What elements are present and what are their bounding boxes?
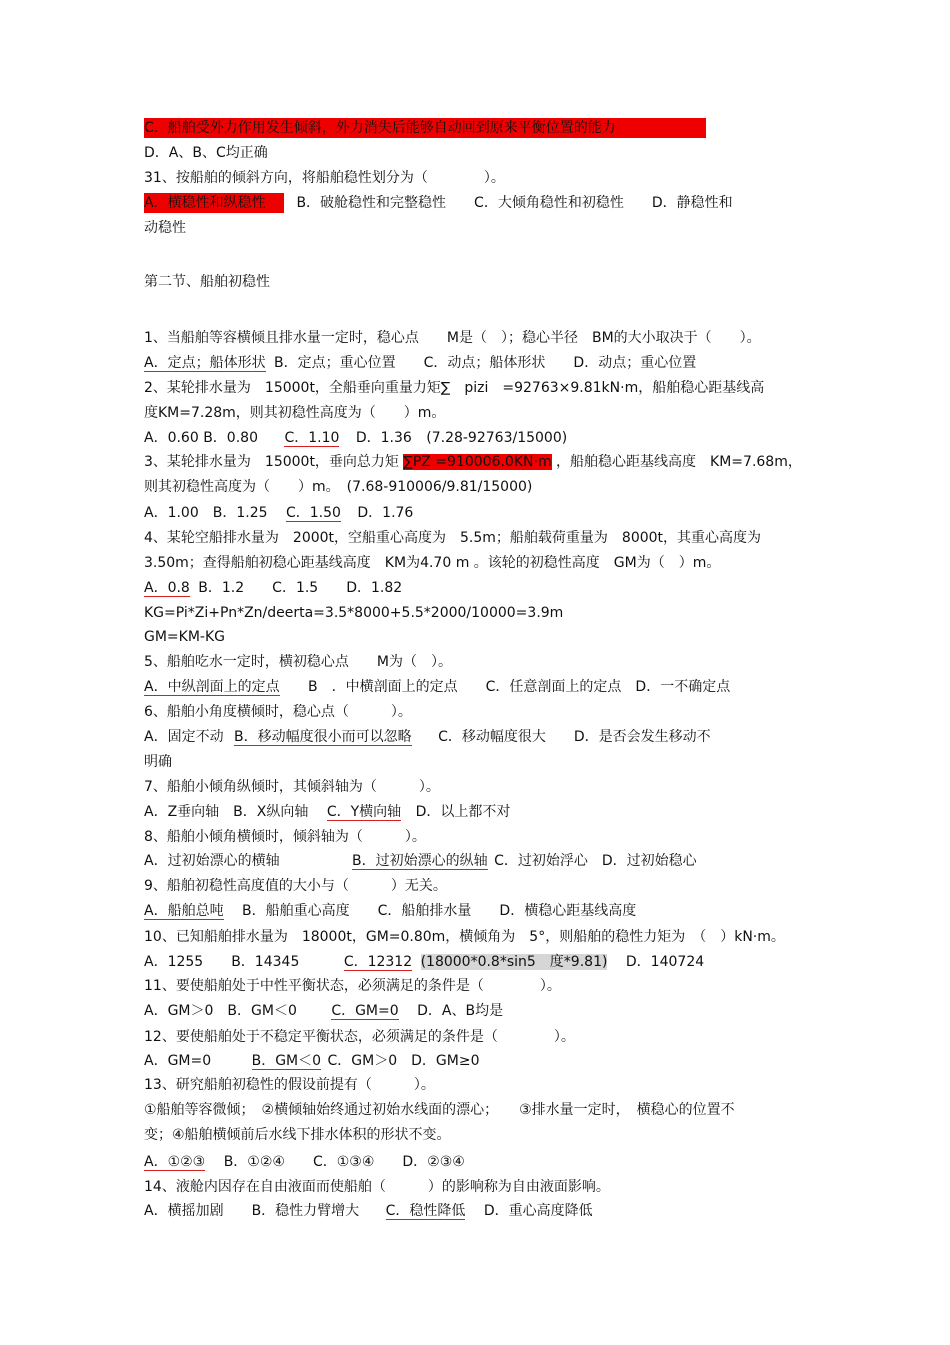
option-c-prev: C．船舶受外力作用发生倾斜，外力消失后能够自动回到原来平衡位置的能力 xyxy=(144,118,706,138)
answer-underline: B．移动幅度很小而可以忽略 xyxy=(234,729,412,745)
answer-underline: C．1.10 xyxy=(284,430,340,446)
question-13-options: A．①②③ B．①②④ C．①③④ D．②③④ xyxy=(144,1154,465,1170)
question-11-stem: 11、要使船舶处于中性平衡状态，必须满足的条件是（ ）。 xyxy=(144,978,561,994)
answer-underline: C．GM=0 xyxy=(331,1003,399,1019)
answer-underline: C．12312 xyxy=(343,954,413,970)
answer-underline: C．稳性降低 xyxy=(385,1203,466,1219)
question-5-stem: 5、船舶吃水一定时，横初稳心点 M为（ ）。 xyxy=(144,654,452,670)
question-2-stem: 2、某轮排水量为 15000t，全船垂向重量力矩∑ pizi =92763×9.81kN·m，船舶稳心距基线高 xyxy=(144,380,765,396)
question-9-options: A．船舶总吨 B．船舶重心高度 C．船舶排水量 D．横稳心距基线高度 xyxy=(144,903,637,919)
question-7-stem: 7、船舶小倾角纵倾时，其倾斜轴为（ ）。 xyxy=(144,779,440,795)
question-4-options: A．0.8 B．1.2 C．1.5 D．1.82 xyxy=(144,580,403,596)
answer-highlight: A．横稳性和纵稳性 xyxy=(144,193,284,213)
answer-underline: A．中纵剖面上的定点 xyxy=(144,679,280,695)
question-14-stem: 14、液舱内因存在自由液面而使船舶（ ）的影响称为自由液面影响。 xyxy=(144,1179,610,1195)
question-31-continuation: 动稳性 xyxy=(144,220,186,236)
question-5-options: A．中纵剖面上的定点 B ．中横剖面上的定点 C．任意剖面上的定点 D．一不确定点 xyxy=(144,679,731,695)
question-10-stem: 10、已知船舶排水量为 18000t，GM=0.80m，横倾角为 5°，则船舶的稳性力矩为 （ ）kN·m。 xyxy=(144,929,785,945)
calculation-note: (7.28-92763/15000) xyxy=(426,430,568,446)
question-3-stem: 3、某轮排水量为 15000t，垂向总力矩 ∑PZ =910006.0KN·m ，船舶稳心距基线高度 KM=7.68m， xyxy=(144,454,802,470)
question-13-assumptions-cont: 变；④船舶横倾前后水线下排水体积的形状不变。 xyxy=(144,1127,451,1143)
question-3-continuation: 则其初稳性高度为（ ）m。 (7.68-910006/9.81/15000) xyxy=(144,479,533,495)
question-31-options: A．横稳性和纵稳性 B．破舱稳性和完整稳性 C．大倾角稳性和初稳性 D．静稳性和 xyxy=(144,195,733,211)
answer-underline: B．GM＜0 xyxy=(251,1053,322,1069)
question-31-stem: 31、按船舶的倾斜方向，将船舶稳性划分为（ ）。 xyxy=(144,170,505,186)
question-2-options: A．0.60 B．0.80 C．1.10 D．1.36 (7.28-92763/15000) xyxy=(144,430,568,446)
question-11-options: A．GM＞0 B．GM＜0 C．GM=0 D．A、B均是 xyxy=(144,1003,504,1019)
question-4-stem: 4、某轮空船排水量为 2000t，空船重心高度为 5.5m；船舶载荷重量为 8000t，其重心高度为 xyxy=(144,530,762,546)
question-13-assumptions: ①船舶等容微倾； ②横倾轴始终通过初始水线面的漂心； ③排水量一定时， 横稳心的位置不 xyxy=(144,1102,735,1118)
answer-underline: C．1.50 xyxy=(285,505,341,521)
formula-kg: KG=Pi*Zi+Pn*Zn/deerta=3.5*8000+5.5*2000/10000=3.9m xyxy=(144,605,564,621)
question-9-stem: 9、船舶初稳性高度值的大小与（ ）无关。 xyxy=(144,878,447,894)
section-heading: 第二节、船舶初稳性 xyxy=(144,274,270,290)
question-12-stem: 12、要使船舶处于不稳定平衡状态，必须满足的条件是（ ）。 xyxy=(144,1029,575,1045)
option-d-prev: D．A、B、C均正确 xyxy=(144,145,268,161)
question-12-options: A．GM=0 B．GM＜0 C．GM＞0 D．GM≥0 xyxy=(144,1053,480,1069)
question-1-options: A．定点；船体形状 B．定点；重心位置 C．动点；船体形状 D．动点；重心位置 xyxy=(144,355,697,371)
question-1-stem: 1、当船舶等容横倾且排水量一定时，稳心点 M是（ ）；稳心半径 BM的大小取决于（ ）。 xyxy=(144,330,761,346)
question-7-options: A．Z垂向轴 B．X纵向轴 C．Y横向轴 D．以上都不对 xyxy=(144,804,511,820)
calculation-note: (18000*0.8*sin5 度*9.81) xyxy=(420,954,608,970)
question-13-stem: 13、研究船舶初稳性的假设前提有（ ）。 xyxy=(144,1077,435,1093)
question-8-options: A．过初始漂心的横轴 B．过初始漂心的纵轴 C．过初始浮心 D．过初始稳心 xyxy=(144,853,697,869)
answer-underline: A．定点；船体形状 xyxy=(144,355,266,371)
formula-gm: GM=KM-KG xyxy=(144,629,225,645)
question-14-options: A．横摇加剧 B．稳性力臂增大 C．稳性降低 D．重心高度降低 xyxy=(144,1203,593,1219)
answer-underline: A．①②③ xyxy=(144,1154,206,1170)
question-2-continuation: 度KM=7.28m，则其初稳性高度为（ ）m。 xyxy=(144,405,446,421)
question-6-options: A．固定不动 B．移动幅度很小而可以忽略 C．移动幅度很大 D．是否会发生移动不 xyxy=(144,729,711,745)
question-6-continuation: 明确 xyxy=(144,754,172,770)
question-8-stem: 8、船舶小倾角横倾时，倾斜轴为（ ）。 xyxy=(144,829,426,845)
answer-underline: B．过初始漂心的纵轴 xyxy=(352,853,488,869)
answer-highlight: ∑PZ =910006.0KN·m xyxy=(403,454,552,470)
question-4-continuation: 3.50m；查得船舶初稳心距基线高度 KM为4.70 m 。该轮的初稳性高度 GM为（ ）m。 xyxy=(144,555,721,571)
question-6-stem: 6、船舶小角度横倾时，稳心点（ ）。 xyxy=(144,704,412,720)
answer-underline: A．0.8 xyxy=(144,580,190,596)
answer-underline: C．Y横向轴 xyxy=(326,804,402,820)
question-3-options: A．1.00 B．1.25 C．1.50 D．1.76 xyxy=(144,505,414,521)
answer-underline: A．船舶总吨 xyxy=(144,903,224,919)
question-10-options: A．1255 B．14345 C．12312 (18000*0.8*sin5 度*9.81) D．140724 xyxy=(144,954,705,970)
